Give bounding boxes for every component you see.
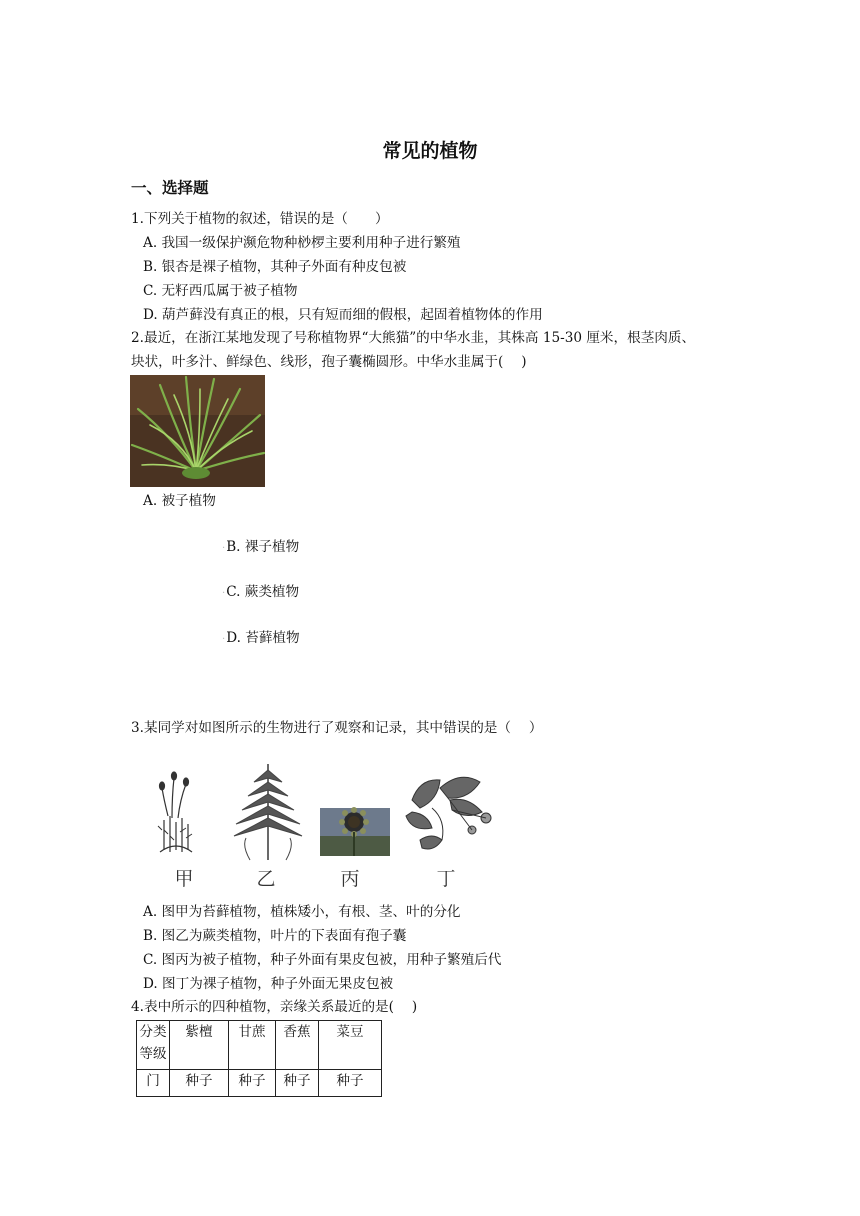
table-cell: 种子: [170, 1070, 229, 1097]
question-1-option-d[interactable]: D. 葫芦藓没有真正的根，只有短而细的假根，起固着植物体的作用: [143, 307, 543, 323]
table-header-row: [137, 1021, 382, 1070]
question-1-option-b[interactable]: B. 银杏是裸子植物，其种子外面有种皮包被: [143, 259, 407, 275]
table-cell: 种子: [319, 1070, 382, 1097]
water-quillwort-photo: [130, 375, 265, 487]
question-3-option-d[interactable]: D. 图丁为裸子植物，种子外面无果皮包被: [143, 976, 394, 992]
question-2-option-b[interactable]: · B. 裸子植物: [222, 537, 299, 559]
table-header-cell: 紫檀: [170, 1021, 229, 1070]
question-2-option-c[interactable]: · C. 蕨类植物: [222, 582, 299, 604]
question-1-option-c[interactable]: C. 无籽西瓜属于被子植物: [143, 283, 298, 299]
table-header-cell: 菜豆: [319, 1021, 382, 1070]
fern-drawing: [234, 764, 302, 860]
sunflower-photo: [320, 807, 390, 856]
page-title: 常见的植物: [382, 140, 478, 162]
question-2-stem-line-2: 块状，叶多汁、鲜绿色、线形，孢子囊椭圆形。中华水韭属于( ): [131, 354, 527, 370]
question-4-stem: 4.表中所示的四种植物，亲缘关系最近的是( ): [131, 999, 418, 1015]
question-2-stem-line-1: 2.最近，在浙江某地发现了号称植物界“大熊猫”的中华水韭，其株高 15-30 厘米，根茎肉质、: [131, 330, 696, 346]
table-row: [137, 1070, 382, 1097]
question-3-option-a[interactable]: A. 图甲为苔藓植物，植株矮小，有根、茎、叶的分化: [143, 904, 461, 920]
table-cell: 门: [137, 1070, 170, 1097]
table-cell: 种子: [276, 1070, 319, 1097]
question-2-option-d[interactable]: · D. 苔藓植物: [222, 628, 300, 650]
question-3-option-b[interactable]: B. 图乙为蕨类植物，叶片的下表面有孢子囊: [143, 928, 407, 944]
table-cell: 种子: [229, 1070, 276, 1097]
table-header-cell-rank: 分类 等级: [137, 1021, 170, 1070]
question-1-option-a[interactable]: A. 我国一级保护濒危物种桫椤主要利用种子进行繁殖: [143, 235, 461, 251]
question-3-stem: 3.某同学对如图所示的生物进行了观察和记录，其中错误的是（ ）: [131, 720, 543, 736]
question-1-stem: 1.下列关于植物的叙述，错误的是（ ）: [131, 211, 389, 227]
figure-label-ding: 丁: [436, 868, 456, 890]
section-heading: 一、选择题: [131, 179, 209, 197]
moss-drawing: [158, 772, 192, 852]
question-2-option-a[interactable]: A. 被子植物: [143, 493, 216, 509]
question-3-option-c[interactable]: C. 图丙为被子植物，种子外面有果皮包被，用种子繁殖后代: [143, 952, 502, 968]
ginkgo-drawing: [406, 777, 491, 849]
table-header-cell: 甘蔗: [229, 1021, 276, 1070]
table-header-cell: 香蕉: [276, 1021, 319, 1070]
figure-label-jia: 甲: [174, 868, 194, 890]
plant-figure: [150, 760, 510, 892]
figure-label-yi: 乙: [256, 868, 276, 890]
figure-label-bing: 丙: [340, 868, 360, 890]
classification-table: [136, 1020, 382, 1097]
